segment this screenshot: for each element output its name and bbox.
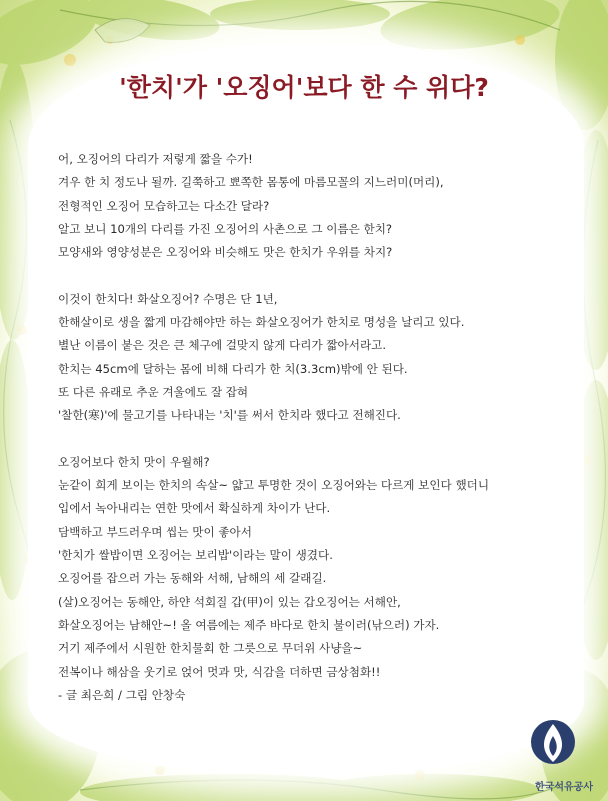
paragraph-gap xyxy=(58,428,558,451)
text-line: 또 다른 유래로 추운 겨울에도 잘 잡혀 xyxy=(58,384,249,399)
text-line: 모양새와 영양성분은 오징어와 비슷해도 맛은 한치가 우위를 차지? xyxy=(58,245,393,260)
text-line: 별난 이름이 붙은 것은 큰 체구에 걸맞지 않게 다리가 짧아서라고. xyxy=(58,338,387,353)
text-line: 입에서 녹아내리는 연한 맛에서 확실하게 차이가 난다. xyxy=(58,501,331,516)
text-line: 알고 보니 10개의 다리를 가진 오징어의 사촌으로 그 이름은 한치? xyxy=(58,221,393,236)
text-line: 전복이나 해삼을 웃기로 얹어 멋과 맛, 식감을 더하면 금상첨화!! xyxy=(58,664,381,679)
text-line: (살)오징어는 동해안, 하얀 석회질 갑(甲)이 있는 갑오징어는 서해안, xyxy=(58,594,401,609)
page-title: '한치'가 '오징어'보다 한 수 위다? xyxy=(119,73,489,102)
text-line: 겨우 한 치 정도나 될까. 길쭉하고 뾰쪽한 몸통에 마름모꼴의 지느러미(머리), xyxy=(58,175,444,190)
text-line: 한해살이로 생을 짧게 마감해야만 하는 화살오징어가 한치로 명성을 날리고 있다. xyxy=(58,315,465,330)
author-credit: - 글 최은희 / 그림 안창숙 xyxy=(58,687,186,702)
text-line: 거기 제주에서 시원한 한치물회 한 그릇으로 무더위 사냥을~ xyxy=(58,641,363,656)
text-line: 화살오징어는 남해안~! 올 여름에는 제주 바다로 한치 불이러(낚으러) 가자. xyxy=(58,617,440,632)
paragraph-gap xyxy=(58,264,558,287)
text-line: 담백하고 부드러우며 씹는 맛이 좋아서 xyxy=(58,524,252,539)
company-logo-text: 한국석유공사 xyxy=(535,782,593,793)
text-line: '찰한(寒)'에 물고기를 나타내는 '치'를 써서 한치라 했다고 전해진다. xyxy=(58,408,401,423)
article-body xyxy=(58,148,558,707)
text-line: '한치가 쌀밥이면 오징어는 보리밥'이라는 말이 생겼다. xyxy=(58,548,333,563)
text-line: 눈같이 희게 보이는 한치의 속살~ 얇고 투명한 것이 오징어와는 다르게 보인다 했더니 xyxy=(58,478,490,493)
text-line: 전형적인 오징어 모습하고는 다소간 달라? xyxy=(58,198,270,213)
text-line: 어, 오징어의 다리가 저렇게 짧을 수가! xyxy=(58,152,253,166)
text-line: 이것이 한치다! 화살오징어? 수명은 단 1년, xyxy=(58,291,278,306)
text-line: 오징어보다 한치 맛이 우월해? xyxy=(58,454,210,469)
text-line: 한치는 45cm에 달하는 몸에 비해 다리가 한 치(3.3cm)밖에 안 된다. xyxy=(58,361,408,376)
text-line: 오징어를 잡으러 가는 동해와 서해, 남해의 세 갈래길. xyxy=(58,571,327,586)
